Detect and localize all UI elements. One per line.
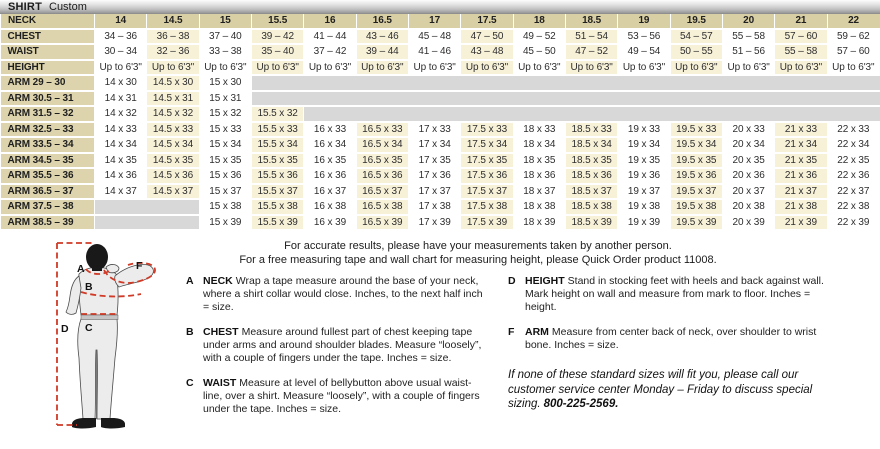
size-cell: 54 – 57 [670, 29, 722, 45]
size-cell: 59 – 62 [827, 29, 879, 45]
size-cell: 15 x 31 [199, 91, 251, 107]
figure-label-a: A [77, 263, 85, 275]
size-cell: 20 x 33 [722, 122, 774, 138]
table-row [1, 122, 880, 138]
size-cell: 47 – 50 [461, 29, 513, 45]
neck-size-header: 19 [618, 14, 670, 29]
measurement-figure [0, 238, 170, 449]
empty-cell [461, 91, 513, 107]
empty-cell [356, 91, 408, 107]
raised-arm-shape [115, 265, 154, 287]
instruction-term: HEIGHT [525, 275, 565, 287]
size-cell: 57 – 60 [827, 44, 879, 60]
empty-cell [775, 106, 827, 122]
size-cell: 15 x 37 [199, 184, 251, 200]
size-cell: 22 x 39 [827, 215, 879, 231]
size-cell: 19 x 35 [618, 153, 670, 169]
size-cell: 14.5 x 31 [147, 91, 199, 107]
instruction-column-left [186, 275, 486, 428]
size-cell: 17.5 x 36 [461, 168, 513, 184]
neck-size-header: 22 [827, 14, 879, 29]
size-cell: 14.5 x 34 [147, 137, 199, 153]
empty-cell [827, 75, 879, 91]
size-cell: 16.5 x 36 [356, 168, 408, 184]
size-cell: 35 – 40 [251, 44, 303, 60]
size-cell: 22 x 34 [827, 137, 879, 153]
intro-note [170, 240, 786, 267]
size-cell: 45 – 50 [513, 44, 565, 60]
instruction-text [203, 275, 486, 314]
size-cell: 16 x 37 [304, 184, 356, 200]
size-cell: Up to 6'3" [722, 60, 774, 76]
instruction-letter: F [508, 326, 515, 338]
empty-cell [565, 91, 617, 107]
size-cell: 19.5 x 38 [670, 199, 722, 215]
table-row [1, 44, 880, 60]
neck-size-header: 19.5 [670, 14, 722, 29]
service-phone: 800-225-2569. [543, 398, 619, 410]
size-cell: 15.5 x 32 [251, 106, 303, 122]
size-cell: 37 – 42 [304, 44, 356, 60]
size-cell: 16.5 x 39 [356, 215, 408, 231]
size-table-body [1, 29, 880, 231]
size-cell: 18 x 39 [513, 215, 565, 231]
neck-size-header: 18 [513, 14, 565, 29]
empty-cell [251, 91, 303, 107]
size-cell: 19 x 33 [618, 122, 670, 138]
instruction-letter: C [186, 377, 194, 389]
row-label: WAIST [1, 44, 95, 60]
size-cell: 14 x 33 [95, 122, 147, 138]
size-cell: 15 x 39 [199, 215, 251, 231]
row-label: ARM 29 – 30 [1, 75, 95, 91]
size-cell: 17 x 35 [408, 153, 460, 169]
size-cell: 14 x 36 [95, 168, 147, 184]
size-cell: Up to 6'3" [199, 60, 251, 76]
instruction-item [186, 326, 486, 365]
size-cell: 20 x 39 [722, 215, 774, 231]
size-cell: 20 x 38 [722, 199, 774, 215]
size-cell: 18.5 x 34 [565, 137, 617, 153]
empty-cell [147, 199, 199, 215]
row-label: HEIGHT [1, 60, 95, 76]
instruction-item [186, 377, 486, 416]
empty-cell [618, 91, 670, 107]
empty-cell [304, 106, 356, 122]
size-cell: 15.5 x 35 [251, 153, 303, 169]
intro-line-2: For a free measuring tape and wall chart for measuring height, please Quick Order product 11008. [239, 253, 717, 266]
size-cell: 15 x 34 [199, 137, 251, 153]
empty-cell [356, 106, 408, 122]
empty-cell [775, 75, 827, 91]
empty-cell [670, 75, 722, 91]
empty-cell [95, 199, 147, 215]
size-cell: Up to 6'3" [565, 60, 617, 76]
size-cell: Up to 6'3" [461, 60, 513, 76]
empty-cell [722, 75, 774, 91]
size-cell: 21 x 39 [775, 215, 827, 231]
row-label: CHEST [1, 29, 95, 45]
size-cell: Up to 6'3" [356, 60, 408, 76]
empty-cell [618, 106, 670, 122]
instruction-term: NECK [203, 275, 233, 287]
size-cell: 14 x 31 [95, 91, 147, 107]
size-cell: 51 – 54 [565, 29, 617, 45]
empty-cell [670, 91, 722, 107]
size-cell: 16 x 38 [304, 199, 356, 215]
size-cell: 17 x 34 [408, 137, 460, 153]
size-cell: 22 x 36 [827, 168, 879, 184]
empty-cell [618, 75, 670, 91]
size-cell: 14.5 x 30 [147, 75, 199, 91]
size-cell: 19.5 x 34 [670, 137, 722, 153]
table-row [1, 153, 880, 169]
size-cell: 18 x 33 [513, 122, 565, 138]
variant-label: Custom [49, 1, 87, 13]
size-cell: 16.5 x 35 [356, 153, 408, 169]
neck-size-header: 16.5 [356, 14, 408, 29]
size-cell: 17.5 x 33 [461, 122, 513, 138]
table-row [1, 29, 880, 45]
table-row [1, 91, 880, 107]
size-cell: 18 x 36 [513, 168, 565, 184]
instruction-letter: B [186, 326, 194, 338]
instruction-item [508, 326, 844, 352]
empty-cell [827, 91, 879, 107]
size-cell: 19 x 36 [618, 168, 670, 184]
instruction-term: CHEST [203, 326, 239, 338]
instruction-letter: A [186, 275, 194, 287]
instruction-body: Measure at level of bellybutton above usual waist-line, over a shirt. Measure “loosely”, with a couple of fingers under the tape. Inches = size. [203, 377, 480, 415]
size-cell: 17 x 39 [408, 215, 460, 231]
instruction-term: ARM [525, 326, 549, 338]
figure-label-b: B [85, 281, 93, 293]
empty-cell [356, 75, 408, 91]
table-row [1, 75, 880, 91]
size-cell: 14 x 30 [95, 75, 147, 91]
empty-cell [304, 91, 356, 107]
size-cell: 53 – 56 [618, 29, 670, 45]
size-cell: 14 x 37 [95, 184, 147, 200]
size-cell: 15 x 36 [199, 168, 251, 184]
table-row [1, 199, 880, 215]
person-silhouette-diagram [0, 238, 170, 444]
size-cell: 17 x 38 [408, 199, 460, 215]
size-cell: 39 – 44 [356, 44, 408, 60]
size-cell: Up to 6'3" [827, 60, 879, 76]
service-note [508, 368, 838, 412]
size-cell: Up to 6'3" [618, 60, 670, 76]
size-cell: Up to 6'3" [95, 60, 147, 76]
size-cell: 16 x 36 [304, 168, 356, 184]
size-cell: 18.5 x 33 [565, 122, 617, 138]
instruction-body: Stand in stocking feet with heels and back against wall. Mark height on wall and measure from mark to floor. Inches = height. [525, 275, 824, 313]
head-shape [86, 244, 108, 270]
size-cell: 14 x 34 [95, 137, 147, 153]
empty-cell [775, 91, 827, 107]
size-cell: 14.5 x 37 [147, 184, 199, 200]
empty-cell [722, 91, 774, 107]
instruction-text [525, 275, 844, 314]
size-cell: 15 x 30 [199, 75, 251, 91]
size-cell: 39 – 42 [251, 29, 303, 45]
neck-size-header: 21 [775, 14, 827, 29]
size-cell: 51 – 56 [722, 44, 774, 60]
empty-cell [513, 106, 565, 122]
size-cell: 21 x 33 [775, 122, 827, 138]
size-cell: 41 – 46 [408, 44, 460, 60]
figure-label-c: C [85, 322, 93, 334]
size-cell: 55 – 58 [775, 44, 827, 60]
neck-size-header: 20 [722, 14, 774, 29]
empty-cell [565, 75, 617, 91]
size-cell: 16 x 34 [304, 137, 356, 153]
service-note-text: If none of these standard sizes will fit you, please call our customer service center Monday – Friday to discuss special sizing. [508, 369, 813, 410]
instruction-items-right [508, 275, 844, 352]
size-cell: 41 – 44 [304, 29, 356, 45]
neck-size-header: 15.5 [251, 14, 303, 29]
corner-label: NECK [1, 14, 95, 29]
size-cell: 15.5 x 39 [251, 215, 303, 231]
size-cell: 19.5 x 36 [670, 168, 722, 184]
size-cell: Up to 6'3" [304, 60, 356, 76]
empty-cell [565, 106, 617, 122]
instruction-term: WAIST [203, 377, 237, 389]
size-cell: 15.5 x 34 [251, 137, 303, 153]
size-cell: 19.5 x 37 [670, 184, 722, 200]
size-cell: 15.5 x 38 [251, 199, 303, 215]
neck-size-header: 16 [304, 14, 356, 29]
instruction-column-right [508, 275, 844, 412]
empty-cell [722, 106, 774, 122]
empty-cell [251, 75, 303, 91]
size-cell: 15.5 x 37 [251, 184, 303, 200]
table-row [1, 215, 880, 231]
row-label: ARM 38.5 – 39 [1, 215, 95, 231]
size-cell: Up to 6'3" [513, 60, 565, 76]
neck-size-header: 14 [95, 14, 147, 29]
size-cell: 19 x 34 [618, 137, 670, 153]
size-cell: 14.5 x 32 [147, 106, 199, 122]
empty-cell [408, 91, 460, 107]
row-label: ARM 31.5 – 32 [1, 106, 95, 122]
size-cell: 16.5 x 34 [356, 137, 408, 153]
table-row [1, 60, 880, 76]
waistband [81, 315, 118, 320]
size-cell: 17 x 36 [408, 168, 460, 184]
empty-cell [513, 91, 565, 107]
brand-label: SHIRT [8, 1, 42, 13]
size-cell: 47 – 52 [565, 44, 617, 60]
size-cell: 19 x 37 [618, 184, 670, 200]
neck-size-header: 17 [408, 14, 460, 29]
size-cell: Up to 6'3" [251, 60, 303, 76]
size-cell: 18.5 x 35 [565, 153, 617, 169]
size-cell: Up to 6'3" [408, 60, 460, 76]
empty-cell [304, 75, 356, 91]
size-cell: 15 x 35 [199, 153, 251, 169]
empty-cell [408, 75, 460, 91]
size-cell: 16 x 39 [304, 215, 356, 231]
empty-cell [461, 75, 513, 91]
size-cell: 14.5 x 33 [147, 122, 199, 138]
size-cell: 33 – 38 [199, 44, 251, 60]
size-cell: 18 x 34 [513, 137, 565, 153]
size-cell: 49 – 52 [513, 29, 565, 45]
size-cell: 20 x 37 [722, 184, 774, 200]
size-cell: 17.5 x 34 [461, 137, 513, 153]
right-shoe [101, 418, 125, 429]
instruction-text [203, 377, 486, 416]
size-cell: 19.5 x 39 [670, 215, 722, 231]
size-cell: 22 x 37 [827, 184, 879, 200]
size-cell: 19.5 x 35 [670, 153, 722, 169]
table-row [1, 137, 880, 153]
size-cell: 43 – 46 [356, 29, 408, 45]
size-cell: 20 x 36 [722, 168, 774, 184]
size-cell: 34 – 36 [95, 29, 147, 45]
size-cell: 57 – 60 [775, 29, 827, 45]
neck-header-row [1, 14, 880, 29]
size-cell: 49 – 54 [618, 44, 670, 60]
left-shoe [72, 418, 96, 429]
neck-size-header: 15 [199, 14, 251, 29]
size-cell: 22 x 35 [827, 153, 879, 169]
row-label: ARM 37.5 – 38 [1, 199, 95, 215]
size-cell: 14 x 32 [95, 106, 147, 122]
size-cell: 36 – 38 [147, 29, 199, 45]
size-cell: Up to 6'3" [670, 60, 722, 76]
size-cell: 20 x 34 [722, 137, 774, 153]
size-cell: 17.5 x 39 [461, 215, 513, 231]
row-label: ARM 36.5 – 37 [1, 184, 95, 200]
neck-size-header: 14.5 [147, 14, 199, 29]
size-cell: 21 x 35 [775, 153, 827, 169]
size-cell: 21 x 34 [775, 137, 827, 153]
row-label: ARM 32.5 – 33 [1, 122, 95, 138]
size-cell: 17.5 x 38 [461, 199, 513, 215]
size-cell: 16 x 35 [304, 153, 356, 169]
neck-size-header: 17.5 [461, 14, 513, 29]
instruction-item [508, 275, 844, 314]
empty-cell [461, 106, 513, 122]
empty-cell [670, 106, 722, 122]
size-cell: 32 – 36 [147, 44, 199, 60]
size-cell: 16.5 x 37 [356, 184, 408, 200]
size-cell: 17.5 x 37 [461, 184, 513, 200]
size-cell: 16 x 33 [304, 122, 356, 138]
table-row [1, 106, 880, 122]
empty-cell [513, 75, 565, 91]
size-cell: 17 x 37 [408, 184, 460, 200]
size-cell: 16.5 x 38 [356, 199, 408, 215]
empty-cell [827, 106, 879, 122]
instruction-letter: D [508, 275, 516, 287]
size-cell: 17 x 33 [408, 122, 460, 138]
size-cell: 37 – 40 [199, 29, 251, 45]
size-cell: 20 x 35 [722, 153, 774, 169]
size-cell: 18 x 38 [513, 199, 565, 215]
size-cell: 22 x 38 [827, 199, 879, 215]
instruction-text [203, 326, 486, 365]
size-cell: 14.5 x 36 [147, 168, 199, 184]
empty-cell [95, 215, 147, 231]
size-cell: 16.5 x 33 [356, 122, 408, 138]
empty-cell [147, 215, 199, 231]
size-cell: 15 x 38 [199, 199, 251, 215]
size-cell: 19.5 x 33 [670, 122, 722, 138]
table-row [1, 184, 880, 200]
shirt-size-table [0, 14, 880, 231]
size-cell: 21 x 36 [775, 168, 827, 184]
size-cell: 15.5 x 36 [251, 168, 303, 184]
size-cell: 15 x 32 [199, 106, 251, 122]
instruction-item [186, 275, 486, 314]
size-cell: 19 x 39 [618, 215, 670, 231]
size-cell: 17.5 x 35 [461, 153, 513, 169]
row-label: ARM 33.5 – 34 [1, 137, 95, 153]
size-cell: 30 – 34 [95, 44, 147, 60]
size-cell: 15 x 33 [199, 122, 251, 138]
size-cell: 50 – 55 [670, 44, 722, 60]
size-cell: 21 x 37 [775, 184, 827, 200]
size-cell: Up to 6'3" [147, 60, 199, 76]
instruction-body: Wrap a tape measure around the base of your neck, where a shirt collar would close. Inches, to the next half inch = size. [203, 275, 483, 313]
size-cell: 14 x 35 [95, 153, 147, 169]
size-cell: 18.5 x 38 [565, 199, 617, 215]
size-cell: 19 x 38 [618, 199, 670, 215]
neck-size-header: 18.5 [565, 14, 617, 29]
size-cell: 18 x 35 [513, 153, 565, 169]
row-label: ARM 35.5 – 36 [1, 168, 95, 184]
instruction-text [525, 326, 844, 352]
size-cell: 18.5 x 36 [565, 168, 617, 184]
table-title-bar [0, 0, 880, 14]
size-cell: 43 – 48 [461, 44, 513, 60]
figure-label-f: F [136, 260, 143, 272]
intro-line-1: For accurate results, please have your measurements taken by another person. [284, 240, 672, 252]
figure-label-d: D [61, 323, 69, 335]
size-cell: 18 x 37 [513, 184, 565, 200]
left-arm-shape [66, 276, 81, 314]
size-cell: Up to 6'3" [775, 60, 827, 76]
size-cell: 14.5 x 35 [147, 153, 199, 169]
size-cell: 15.5 x 33 [251, 122, 303, 138]
row-label: ARM 30.5 – 31 [1, 91, 95, 107]
size-cell: 18.5 x 37 [565, 184, 617, 200]
row-label: ARM 34.5 – 35 [1, 153, 95, 169]
size-cell: 18.5 x 39 [565, 215, 617, 231]
table-row [1, 168, 880, 184]
instruction-body: Measure around fullest part of chest keeping tape under arms and around shoulder blades. Measure “loosely”, with a couple of fingers under the tape. Inches = size. [203, 326, 482, 364]
size-cell: 21 x 38 [775, 199, 827, 215]
instruction-body: Measure from center back of neck, over shoulder to wrist bone. Inches = size. [525, 326, 817, 351]
legs-shape [78, 319, 118, 419]
size-cell: 55 – 58 [722, 29, 774, 45]
size-cell: 45 – 48 [408, 29, 460, 45]
size-cell: 22 x 33 [827, 122, 879, 138]
empty-cell [408, 106, 460, 122]
